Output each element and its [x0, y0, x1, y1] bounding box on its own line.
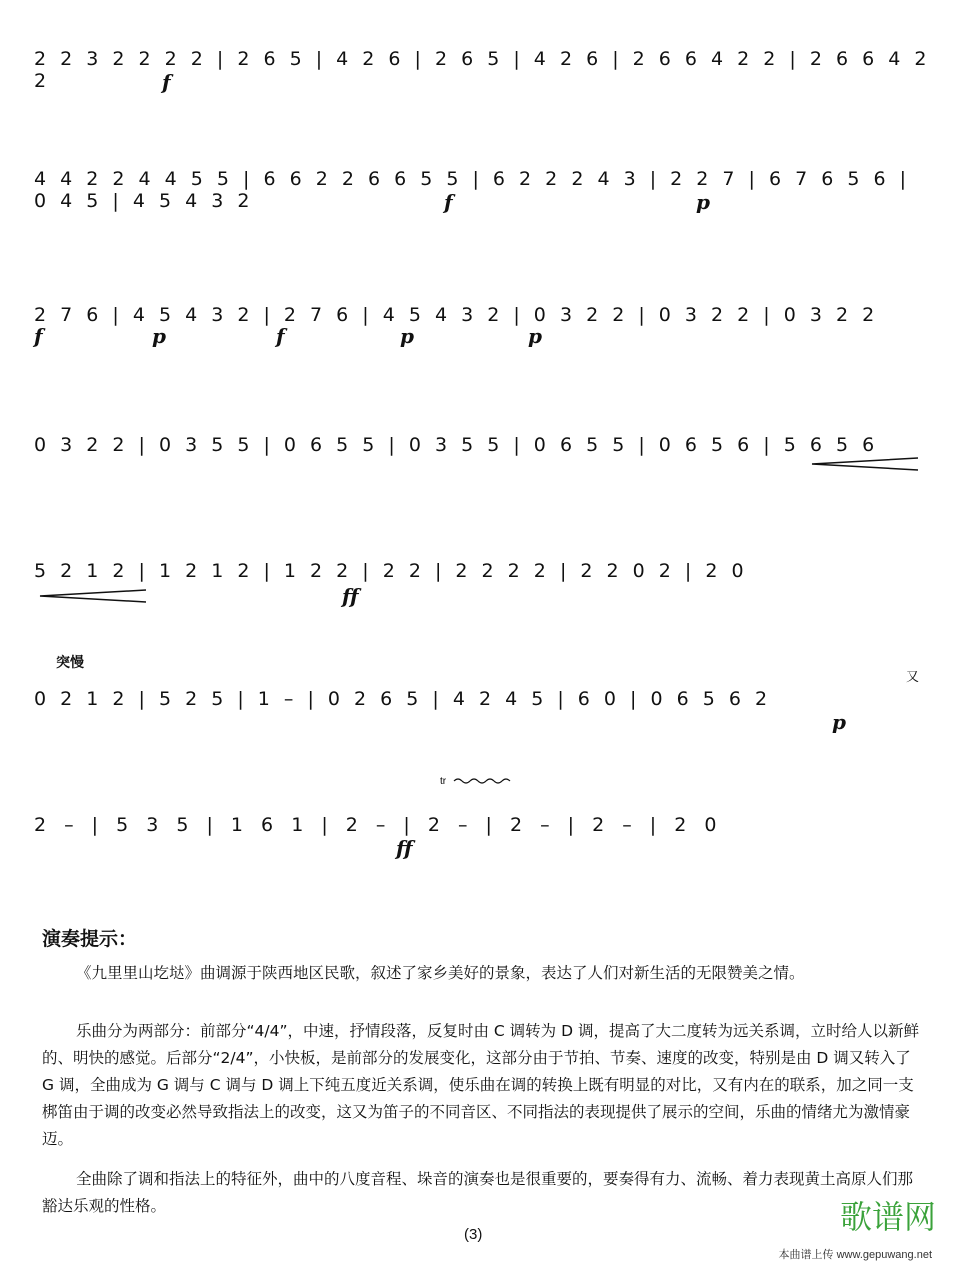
score-row-1: [30, 36, 930, 94]
dyn-f: f: [276, 324, 285, 348]
score-row-2: [30, 156, 930, 214]
notes-paragraph-3: 全曲除了调和指法上的特征外，曲中的八度音程、垛音的演奏也是很重要的，要奏得有力、流畅、着力表现黄土高原人们那豁达乐观的性格。: [42, 1170, 914, 1215]
watermark-url: 本曲谱上传 www.gepuwang.net: [778, 1249, 932, 1261]
tempo-mark: 突慢: [56, 654, 84, 670]
row6-notes: 0 2 1 2 | 5 2 5 | 1 – | 0 2 6 5 | 4 2 4 5 | 6 0 | 0 6 5 6 2: [34, 688, 769, 710]
score-row-7: [30, 776, 930, 860]
row5-notes: 5 2 1 2 | 1 2 1 2 | 1 2 2 | 2 2 | 2 2 2 2 | 2 2 0 2 | 2 0: [34, 560, 745, 582]
dyn-p: p: [152, 324, 166, 348]
notes-heading: 演奏提示：: [42, 929, 138, 950]
dyn-p: p: [400, 324, 414, 348]
notes-paragraph-2: 乐曲分为两部分：前部分“4/4”，中速，抒情段落，反复时由 C 调转为 D 调，提高了大二度转为远关系调，立时给人以新鲜的、明快的感觉。后部分“2/4”，小快板，是前部分的发展变化，这部分由于节拍、节奏、速度的改变，特别是由 D 调又转入了 G 调，全曲成为 G 调与 C 调与 D 调上下纯五度近关系调，使乐曲在调的转换上既有明显的对比，又有内在的联系，加之同一支梆笛由于调的改变必然导致指法上的改变，这又为笛子的不同音区、不同指法的表现提供了展示的空间，乐曲的情绪尤为激情豪迈。: [42, 1022, 919, 1148]
score-row-5: [30, 548, 930, 608]
crescendo-hairpin: [38, 588, 148, 604]
notes-paragraph-1: 《九里里山圪垯》曲调源于陕西地区民歌，叙述了家乡美好的景象，表达了人们对新生活的无限赞美之情。: [76, 964, 805, 982]
dyn-f: f: [162, 70, 171, 94]
dyn-f: f: [34, 324, 43, 348]
crescendo-hairpin: [810, 456, 920, 472]
score-row-3: [30, 292, 930, 348]
alt-mark: 又: [906, 669, 920, 684]
row1-notes: 2 2 3 2 2 2 2 | 2 6 5 | 4 2 6 | 2 6 5 | 4 2 6 | 2 6 6 4 2 2 | 2 6 6 4 2 2: [34, 48, 928, 92]
trill-line: [440, 774, 520, 788]
page-number: (3): [464, 1226, 483, 1243]
row2-notes: 4 4 2 2 4 4 5 5 | 6 6 2 2 6 6 5 5 | 6 2 2 2 4 3 | 2 2 7 | 6 7 6 5 6 | 0 4 5 | 4 5 4 3 2: [34, 168, 908, 212]
dyn-f: f: [444, 190, 453, 214]
dyn-ff: ff: [342, 584, 359, 608]
dyn-p: p: [696, 190, 710, 214]
row4-notes: 0 3 2 2 | 0 3 5 5 | 0 6 5 5 | 0 3 5 5 | 0 6 5 5 | 0 6 5 6 | 5 6 5 6: [34, 434, 876, 456]
dyn-p: p: [528, 324, 542, 348]
watermark-logo: 歌谱网: [839, 1198, 936, 1236]
dyn-ff: ff: [396, 836, 413, 860]
dyn-p: p: [832, 710, 846, 734]
row3-notes: 2 7 6 | 4 5 4 3 2 | 2 7 6 | 4 5 4 3 2 | 0 3 2 2 | 0 3 2 2 | 0 3 2 2: [34, 304, 876, 326]
score-row-4: [30, 422, 930, 466]
row7-notes: 2 – | 5 3 5 | 1 6 1 | 2 – | 2 – | 2 – | 2 – | 2 0: [34, 814, 718, 836]
svg-text:tr: tr: [440, 776, 447, 787]
score-row-6: [30, 669, 930, 734]
